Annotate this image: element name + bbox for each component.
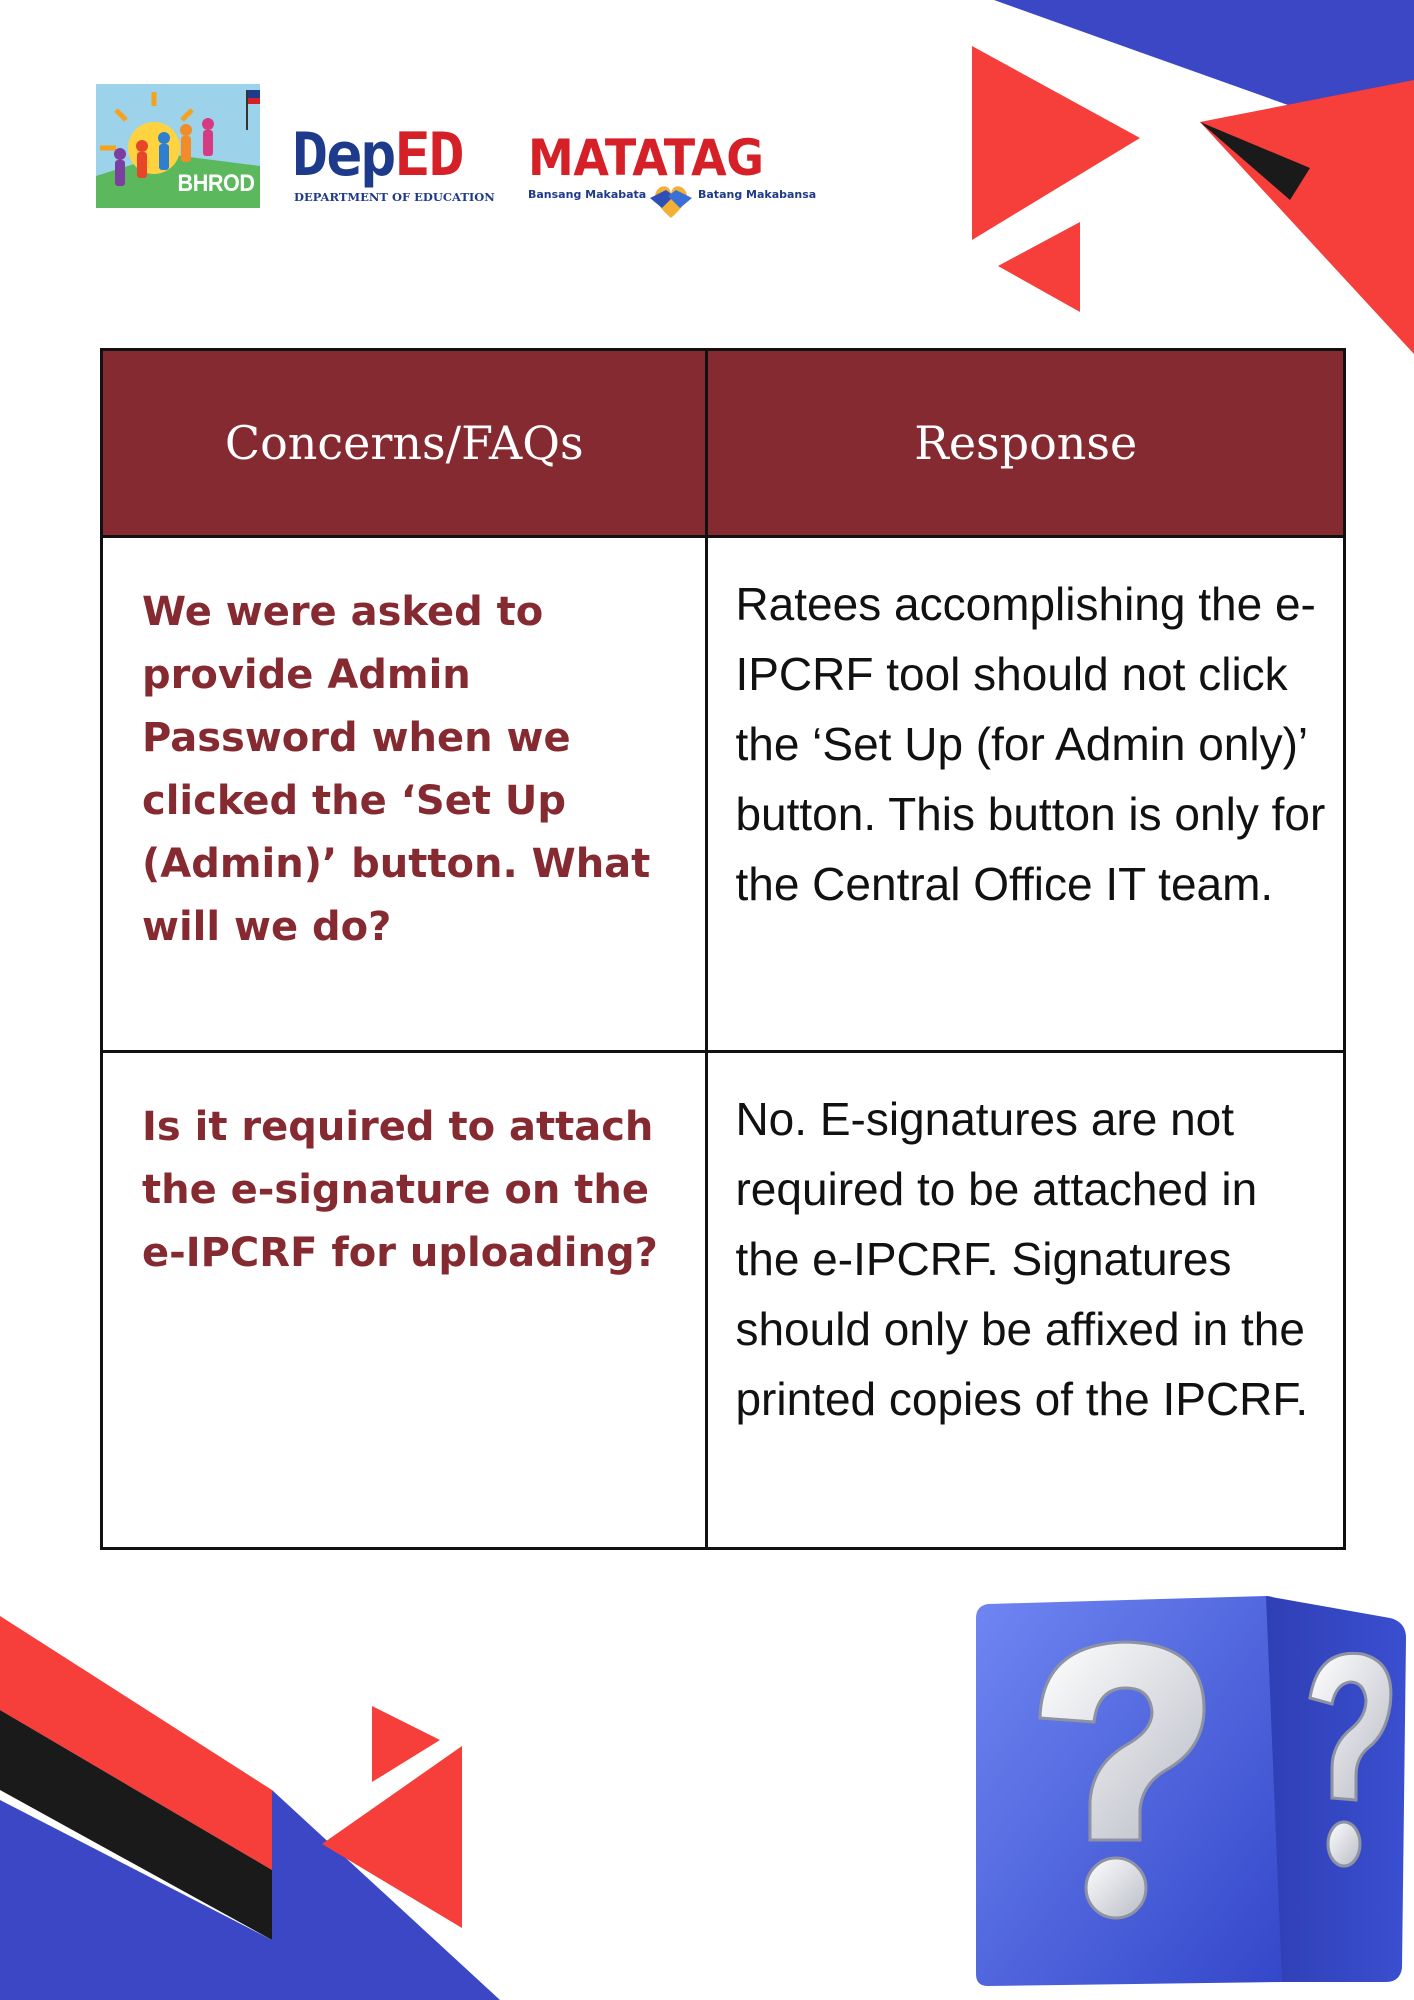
question-text: We were asked to provide Admin Password when we clicked the ‘Set Up (Admin)’ button. What will we do? xyxy=(142,589,651,950)
question-cell xyxy=(102,1052,707,1549)
response-text: Ratees accomplishing the e-IPCRF tool should not click the ‘Set Up (for Admin only)’ button. This button is only for the Central Office IT team. xyxy=(735,578,1326,910)
table-row xyxy=(102,1052,1345,1549)
table-row xyxy=(102,537,1345,1052)
deped-word-part1: Dep xyxy=(292,120,395,190)
response-cell xyxy=(707,537,1345,1052)
matatag-tagline-left: Bansang Makabata xyxy=(528,188,647,201)
matatag-tagline-right: Batang Makabansa xyxy=(698,188,817,201)
table-header-row xyxy=(102,350,1345,537)
response-cell xyxy=(707,1052,1345,1549)
bhrod-logo xyxy=(96,84,260,208)
faq-table xyxy=(100,348,1346,1550)
matatag-logo xyxy=(528,130,828,224)
deped-subtitle: DEPARTMENT OF EDUCATION xyxy=(294,190,495,204)
question-cube-icon xyxy=(970,1588,1414,1990)
question-cell xyxy=(102,537,707,1052)
deped-word-part2: ED xyxy=(394,120,463,190)
header-response: Response xyxy=(707,350,1345,537)
question-text: Is it required to attach the e-signature on the e-IPCRF for uploading? xyxy=(142,1104,658,1276)
header-concerns: Concerns/FAQs xyxy=(102,350,707,537)
handshake-heart-icon xyxy=(648,182,694,220)
bhrod-label: BHROD xyxy=(177,170,254,197)
response-text: No. E-signatures are not required to be attached in the e-IPCRF. Signatures should only be affixed in the printed copies of the IPCRF. xyxy=(735,1093,1309,1425)
matatag-word: MATATAG xyxy=(528,129,764,187)
deped-logo xyxy=(292,120,504,208)
